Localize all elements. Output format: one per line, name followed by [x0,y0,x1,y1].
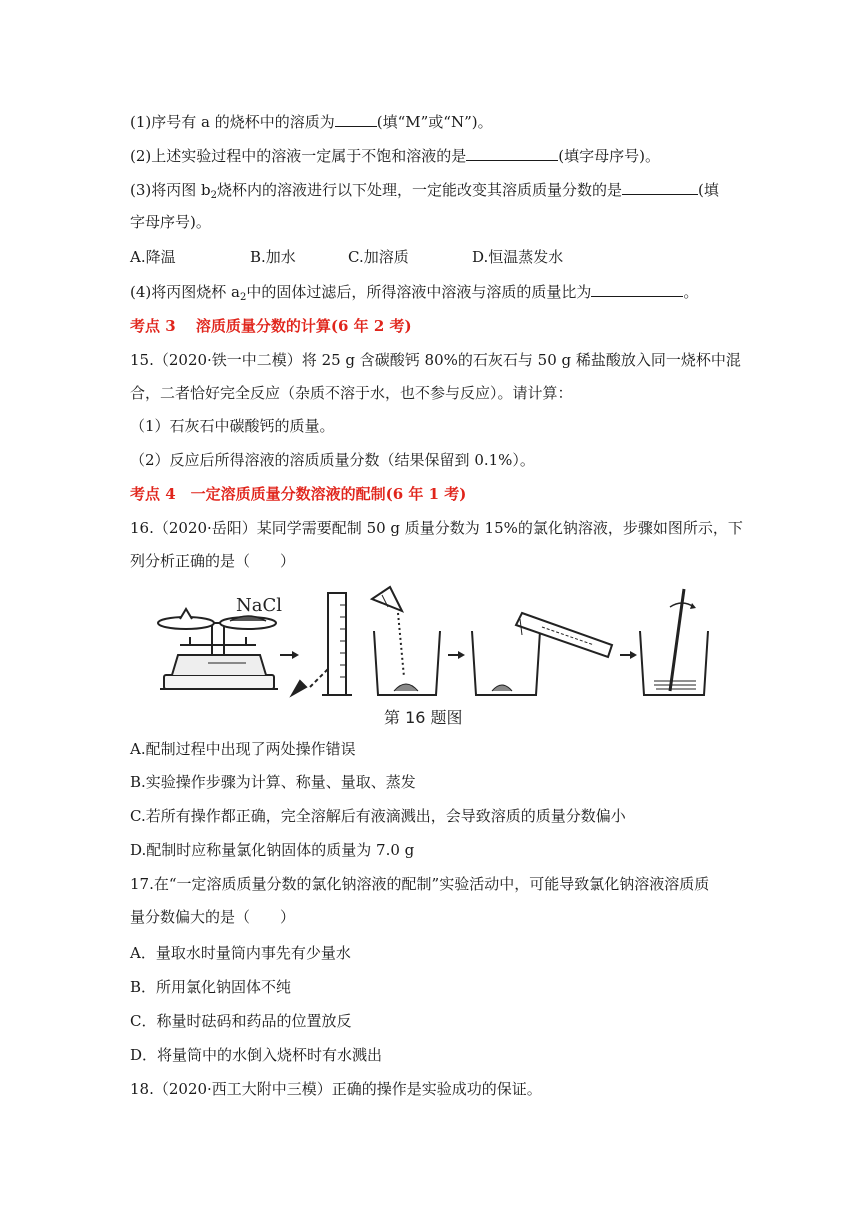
arrow-right-icon [280,651,299,659]
option-d[interactable]: D.恒温蒸发水 [472,248,564,266]
experiment-figure [150,585,730,735]
balance-icon [158,609,278,689]
answer-blank[interactable] [335,112,377,127]
option-b[interactable]: B.加水 [250,248,296,266]
arrow-right-icon [448,651,465,659]
answer-blank[interactable] [591,282,683,297]
q17-option-a[interactable]: A．量取水时量筒内事先有少量水 [130,944,351,962]
q14-part4: (4)将丙图烧杯 $a_2$中的固体过滤后，所得溶液中溶液与溶质的质量比为 。 [130,283,699,303]
beaker-pouring-water-icon [472,613,612,695]
q16-option-b[interactable]: B.实验操作步骤为计算、称量、量取、蒸发 [130,773,416,791]
q17-option-c[interactable]: C．称量时砝码和药品的位置放反 [130,1012,352,1030]
option-c[interactable]: C.加溶质 [348,248,409,266]
q15-stem-line1: 15.（2020·铁一中二模）将 25 g 含碳酸钙 80%的石灰石与 50 g 稀盐酸放入同一烧杯中混 [130,351,741,369]
q15-stem-line2: 合，二者恰好完全反应（杂质不溶于水，也不参与反应）。请计算： [130,384,573,402]
q17-stem-line2: 量分数偏大的是（ ） [130,908,296,926]
beaker-stirring-icon [640,589,708,695]
q16-option-c[interactable]: C.若所有操作都正确，完全溶解后有液滴溅出，会导致溶质的质量分数偏小 [130,807,626,825]
q14-options [130,247,563,267]
arrow-right-icon [620,651,637,659]
section-heading-3: 考点 3 溶质质量分数的计算(6 年 2 考) [130,317,412,335]
q16-stem-line2: 列分析正确的是（ ） [130,552,296,570]
answer-blank[interactable] [622,180,698,195]
figure-caption: 第 16 题图 [384,708,463,727]
q17-option-b[interactable]: B．所用氯化钠固体不纯 [130,978,292,996]
q16-option-a[interactable]: A.配制过程中出现了两处操作错误 [130,740,356,758]
q15-sub1: （1）石灰石中碳酸钙的质量。 [130,417,335,435]
q18-stem-line1: 18.（2020·西工大附中三模）正确的操作是实验成功的保证。 [130,1080,542,1098]
q16-stem-line1: 16.（2020·岳阳）某同学需要配制 50 g 质量分数为 15%的氯化钠溶液，步骤如图所示，下 [130,519,743,537]
q17-stem-line1: 17.在“一定溶质质量分数的氯化钠溶液的配制”实验活动中，可能导致氯化钠溶液溶质质 [130,875,710,893]
section-heading-4: 考点 4 一定溶质质量分数溶液的配制(6 年 1 考) [130,485,467,503]
nacl-label: NaCl [236,595,283,616]
q15-sub2: （2）反应后所得溶液的溶质质量分数（结果保留到 0.1%）。 [130,451,535,469]
q14-part3: (3)将丙图 $b_2$烧杯内的溶液进行以下处理，一定能改变其溶质质量分数的是 (填 [130,181,719,201]
q17-option-d[interactable]: D．将量筒中的水倒入烧杯时有水溅出 [130,1046,383,1064]
answer-blank[interactable] [466,146,558,161]
q14-part3-cont: 字母序号)。 [130,213,211,231]
graduated-cylinder-icon [322,593,352,695]
q14-part1: (1)序号有 a 的烧杯中的溶质为 (填“M”或“N”)。 [130,113,493,131]
option-a[interactable]: A.降温 [130,248,176,266]
eye-icon [292,681,306,695]
q16-option-d[interactable]: D.配制时应称量氯化钠固体的质量为 7.0 g [130,841,415,859]
beaker-pouring-solid-icon [372,587,440,695]
q14-part2: (2)上述实验过程中的溶液一定属于不饱和溶液的是 (填字母序号)。 [130,147,660,165]
